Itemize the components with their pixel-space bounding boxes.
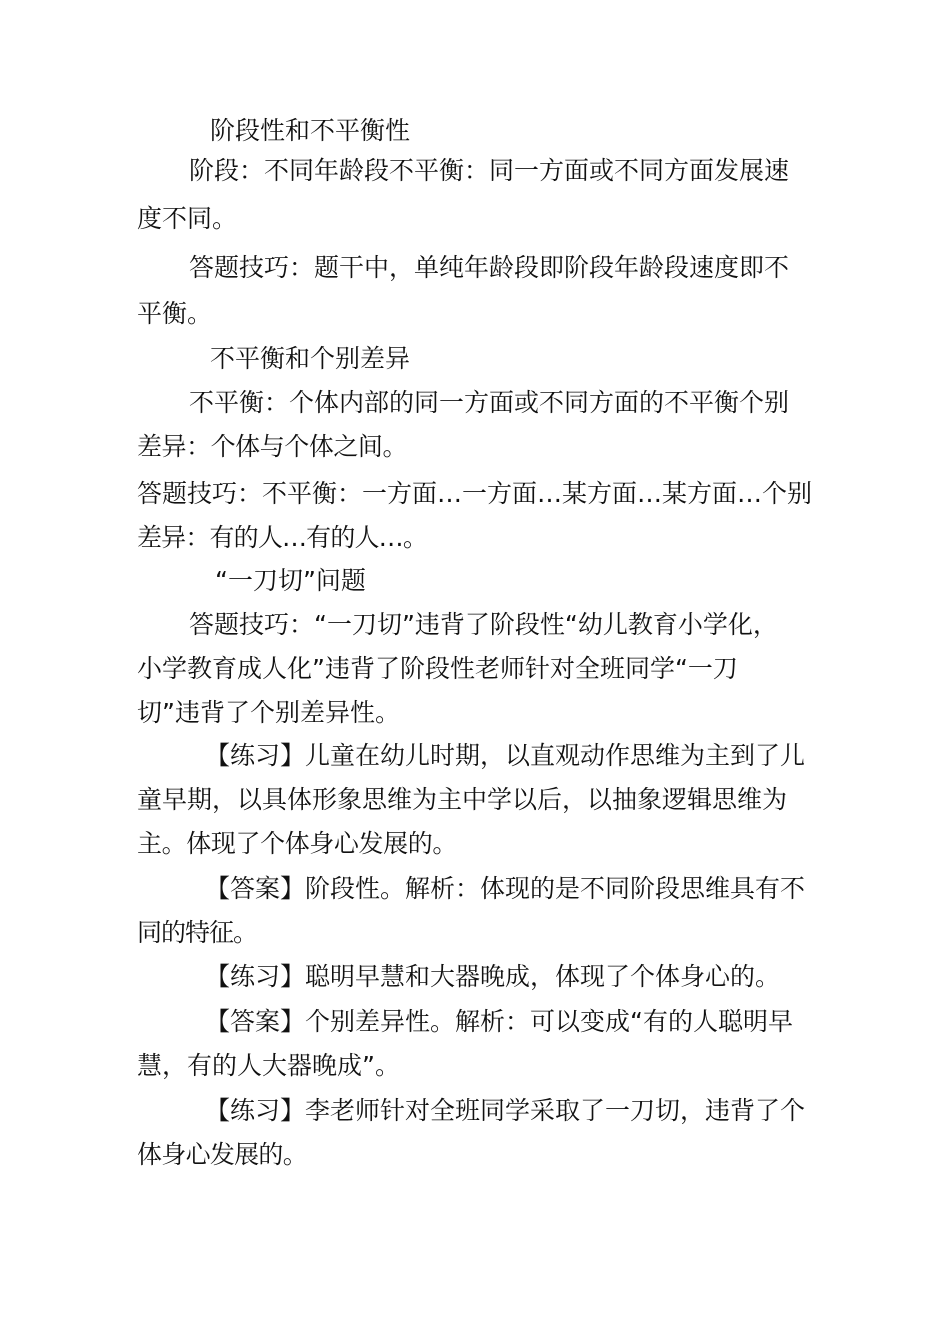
paragraph-line: 阶段：不同年龄段不平衡：同一方面或不同方面发展速 bbox=[189, 156, 790, 185]
paragraph-line: 答题技巧：题干中，单纯年龄段即阶段年龄段速度即不 bbox=[189, 253, 790, 282]
exercise-line: 【练习】李老师针对全班同学采取了一刀切，违背了个 bbox=[205, 1096, 806, 1125]
paragraph-line: 答题技巧：“一刀切”违背了阶段性“幼儿教育小学化， bbox=[189, 610, 778, 639]
paragraph-line: 平衡。 bbox=[137, 299, 213, 328]
section-heading-stage-imbalance: 阶段性和不平衡性 bbox=[210, 116, 411, 145]
section-heading-one-size: “一刀切”问题 bbox=[215, 566, 366, 595]
paragraph-line: 度不同。 bbox=[137, 204, 238, 233]
exercise-line: 【练习】聪明早慧和大器晚成，体现了个体身心的。 bbox=[205, 962, 781, 991]
paragraph-line: 答题技巧：不平衡：一方面…一方面…某方面…某方面…个别 bbox=[137, 479, 813, 508]
paragraph-line: 差异：个体与个体之间。 bbox=[137, 432, 408, 461]
exercise-line: 主。体现了个体身心发展的。 bbox=[137, 829, 458, 858]
answer-line: 同的特征。 bbox=[137, 918, 258, 947]
paragraph-line: 切”违背了个别差异性。 bbox=[137, 698, 400, 727]
answer-line: 慧，有的人大器晚成”。 bbox=[137, 1051, 400, 1080]
answer-line: 【答案】个别差异性。解析：可以变成“有的人聪明早 bbox=[205, 1007, 793, 1036]
exercise-line: 童早期，以具体形象思维为主中学以后，以抽象逻辑思维为 bbox=[137, 785, 788, 814]
exercise-line: 体身心发展的。 bbox=[137, 1140, 308, 1169]
paragraph-line: 小学教育成人化”违背了阶段性老师针对全班同学“一刀 bbox=[137, 654, 738, 683]
exercise-line: 【练习】儿童在幼儿时期，以直观动作思维为主到了儿 bbox=[205, 741, 806, 770]
section-heading-imbalance-individual: 不平衡和个别差异 bbox=[210, 344, 411, 373]
paragraph-line: 不平衡：个体内部的同一方面或不同方面的不平衡个别 bbox=[189, 388, 790, 417]
paragraph-line: 差异：有的人…有的人…。 bbox=[137, 523, 428, 552]
answer-line: 【答案】阶段性。解析：体现的是不同阶段思维具有不 bbox=[205, 874, 806, 903]
